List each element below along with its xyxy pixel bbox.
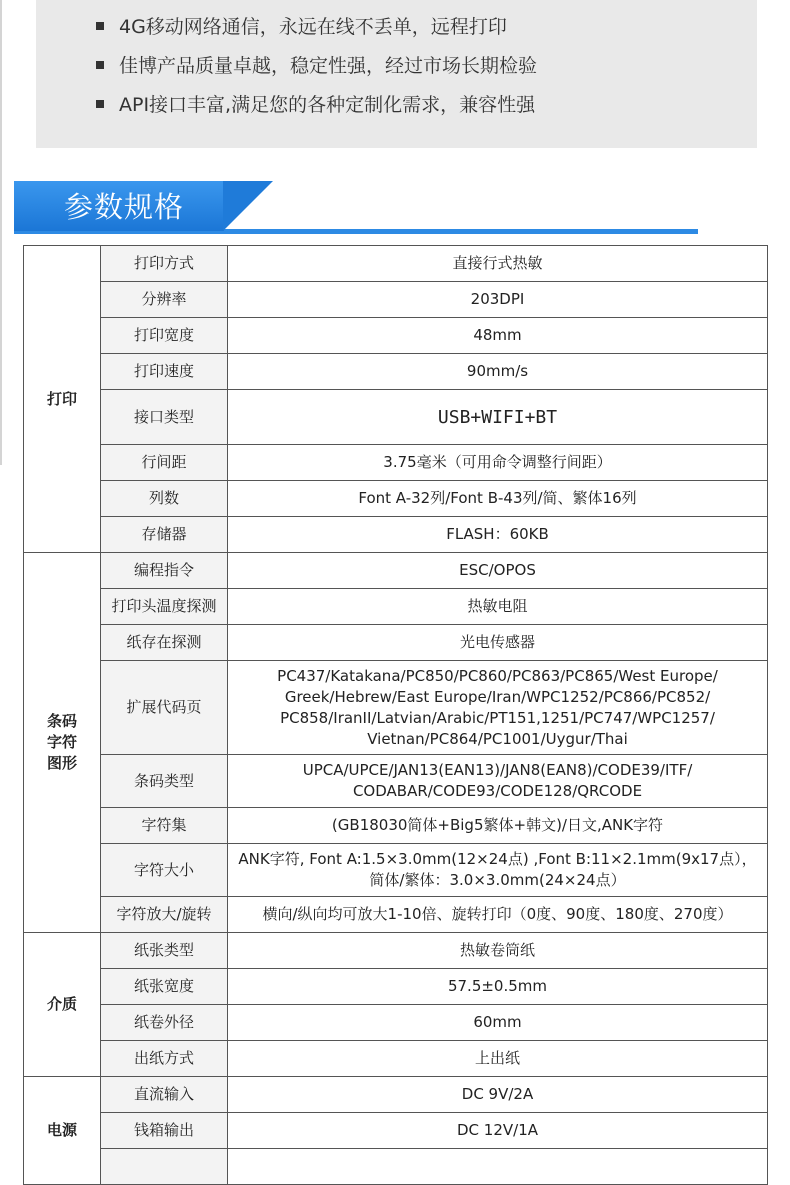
spec-value: 光电传感器 (228, 625, 768, 661)
spec-label: 打印速度 (101, 354, 228, 390)
spec-label: 编程指令 (101, 553, 228, 589)
spec-group-label: 条码 字符 图形 (24, 553, 101, 933)
spec-row (24, 354, 768, 390)
spec-label: 打印方式 (101, 246, 228, 282)
spec-value: 48mm (228, 318, 768, 354)
spec-row (24, 625, 768, 661)
page-left-border (0, 0, 2, 465)
feature-item: 佳博产品质量卓越，稳定性强，经过市场长期检验 (96, 51, 537, 78)
spec-label: 字符放大/旋转 (101, 897, 228, 933)
spec-value: 热敏电阻 (228, 589, 768, 625)
spec-label: 条码类型 (101, 755, 228, 808)
spec-value: 直接行式热敏 (228, 246, 768, 282)
feature-item: 4G移动网络通信，永远在线不丢单，远程打印 (96, 12, 507, 39)
spec-row (24, 318, 768, 354)
spec-value: 横向/纵向均可放大1-10倍、旋转打印（0度、90度、180度、270度） (228, 897, 768, 933)
spec-value: Font A-32列/Font B-43列/简、繁体16列 (228, 481, 768, 517)
spec-row (24, 1041, 768, 1077)
spec-label: 直流输入 (101, 1077, 228, 1113)
spec-row (24, 897, 768, 933)
spec-label: 纸张宽度 (101, 969, 228, 1005)
spec-label: 纸卷外径 (101, 1005, 228, 1041)
feature-item: API接口丰富,满足您的各种定制化需求，兼容性强 (96, 90, 535, 117)
spec-row (24, 1113, 768, 1149)
spec-row (24, 933, 768, 969)
spec-value: USB+WIFI+BT (228, 390, 768, 445)
spec-row (24, 1005, 768, 1041)
spec-label: 打印宽度 (101, 318, 228, 354)
spec-row (24, 517, 768, 553)
spec-value: ESC/OPOS (228, 553, 768, 589)
spec-value: 57.5±0.5mm (228, 969, 768, 1005)
spec-label: 字符大小 (101, 844, 228, 897)
spec-label: 存储器 (101, 517, 228, 553)
feature-panel (36, 0, 757, 148)
spec-row (24, 755, 768, 808)
spec-row (24, 589, 768, 625)
spec-label: 纸存在探测 (101, 625, 228, 661)
spec-row (24, 481, 768, 517)
spec-value: 3.75毫米（可用命令调整行间距） (228, 445, 768, 481)
spec-row (24, 844, 768, 897)
spec-row (24, 969, 768, 1005)
spec-row (24, 246, 768, 282)
spec-row (24, 553, 768, 589)
spec-value: ANK字符, Font A:1.5×3.0mm(12×24点) ,Font B:11×2.1mm(9x17点）， 简体/繁体：3.0×3.0mm(24×24点） (228, 844, 768, 897)
square-bullet-icon (96, 100, 104, 108)
spec-value: (GB18030简体+Big5繁体+韩文)/日文,ANK字符 (228, 808, 768, 844)
spec-row (24, 661, 768, 755)
spec-value: 203DPI (228, 282, 768, 318)
spec-label: 扩展代码页 (101, 661, 228, 755)
spec-label: 纸张类型 (101, 933, 228, 969)
spec-label: 字符集 (101, 808, 228, 844)
spec-row (24, 390, 768, 445)
square-bullet-icon (96, 22, 104, 30)
spec-value: DC 9V/2A (228, 1077, 768, 1113)
section-header-slant (223, 181, 273, 231)
spec-label: 钱箱输出 (101, 1113, 228, 1149)
spec-label: 列数 (101, 481, 228, 517)
square-bullet-icon (96, 61, 104, 69)
spec-row (24, 445, 768, 481)
spec-table (23, 245, 768, 1185)
spec-value: UPCA/UPCE/JAN13(EAN13)/JAN8(EAN8)/CODE39/ITF/ CODABAR/CODE93/CODE128/QRCODE (228, 755, 768, 808)
spec-table-body (24, 246, 768, 1185)
spec-value: 90mm/s (228, 354, 768, 390)
spec-value: DC 12V/1A (228, 1113, 768, 1149)
spec-row (24, 282, 768, 318)
section-title: 参数规格 (64, 190, 185, 224)
spec-label: 接口类型 (101, 390, 228, 445)
spec-label: 分辨率 (101, 282, 228, 318)
spec-value: FLASH：60KB (228, 517, 768, 553)
spec-label: 出纸方式 (101, 1041, 228, 1077)
spec-row (24, 808, 768, 844)
spec-group-label: 介质 (24, 933, 101, 1077)
spec-value: 上出纸 (228, 1041, 768, 1077)
spec-value: PC437/Katakana/PC850/PC860/PC863/PC865/West Europe/ Greek/Hebrew/East Europe/Iran/WPC1252/PC866/PC852/ PC858/IranII/Latvian/Arabic/PT151,1251/PC747/WPC1257/ Vietnan/PC864/PC1001/Uygur/Thai (228, 661, 768, 755)
spec-value: 60mm (228, 1005, 768, 1041)
spec-group-label: 打印 (24, 246, 101, 553)
spec-label: 打印头温度探测 (101, 589, 228, 625)
spec-row (24, 1077, 768, 1113)
section-header (14, 181, 698, 235)
spec-value: 热敏卷筒纸 (228, 933, 768, 969)
spec-label: 行间距 (101, 445, 228, 481)
spec-group-label: 电源 (24, 1077, 101, 1185)
